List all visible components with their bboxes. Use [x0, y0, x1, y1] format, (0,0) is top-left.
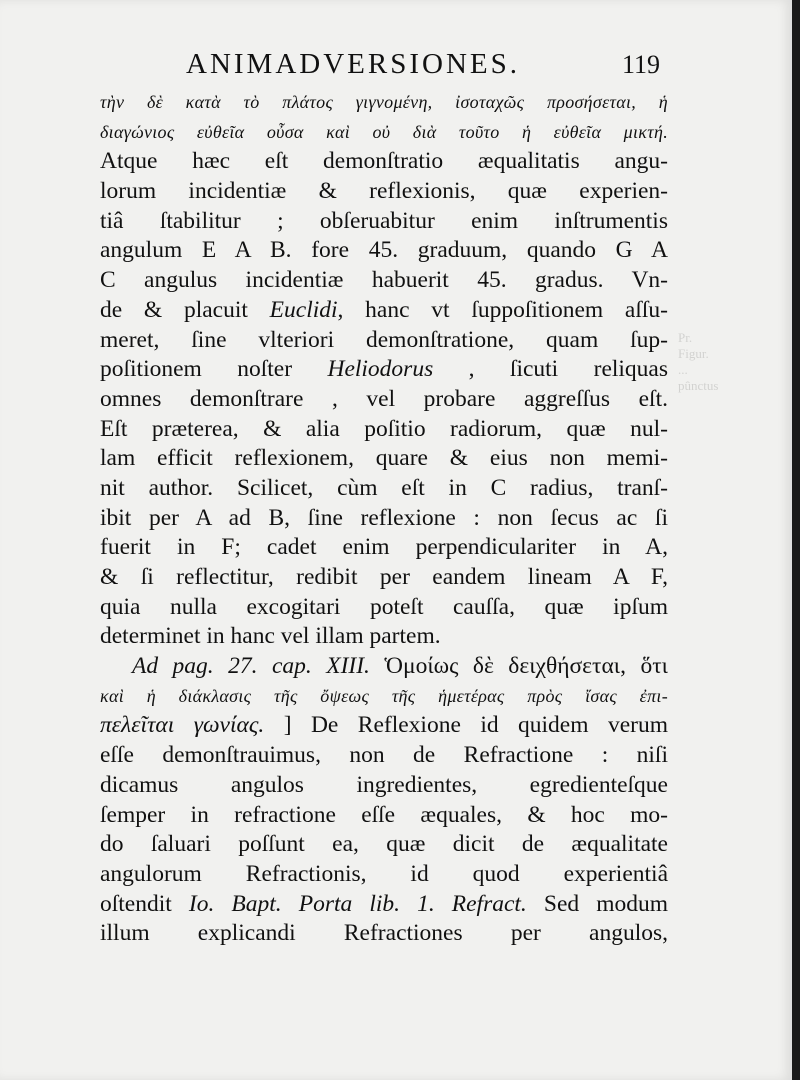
text-line — [100, 118, 668, 148]
text-line — [100, 533, 668, 563]
line-text: Ὁμοίως δὲ δειχθήσεται, ὅτι — [369, 653, 668, 680]
line-text: oſtendit — [100, 890, 189, 917]
line-text: καὶ ἡ διάκλασις τῆς ὄψεως τῆς ἡμετέρας πρὸς ἴσας ἐπι- — [100, 685, 668, 706]
text-line — [100, 830, 668, 860]
line-text: Atque hæc eſt demonſtratio æqualitatis angu- — [100, 148, 668, 175]
text-body — [100, 88, 668, 949]
italic-text: Ad pag. 27. cap. XIII. — [132, 653, 370, 680]
text-line — [100, 88, 668, 118]
text-line — [100, 711, 668, 741]
text-line — [100, 682, 668, 712]
italic-text: πελεῖται γωνίας. — [100, 712, 265, 739]
ghost-line: Figur. — [678, 346, 709, 361]
line-text: poſitionem noſter — [100, 356, 328, 383]
text-line — [100, 504, 668, 534]
line-text: quia nulla excogitari poteſt cauſſa, quæ ipſum — [100, 593, 668, 620]
line-text: τὴν δὲ κατὰ τὸ πλάτος γιγνομένη, ἰσοταχῶς προσήσεται, ἡ — [100, 92, 668, 112]
line-text: nit author. Scilicet, cùm eſt in C radius, tranſ- — [100, 474, 668, 501]
text-line — [100, 236, 668, 266]
text-line — [100, 474, 668, 504]
text-line — [100, 622, 668, 652]
italic-text: Heliodorus — [327, 356, 434, 383]
line-text: C angulus incidentiæ habuerit 45. gradus. Vn- — [100, 267, 668, 294]
running-title: ANIMADVERSIONES. — [186, 48, 520, 80]
line-text: fuerit in F; cadet enim perpendiculariter in A, — [100, 534, 668, 561]
page-header — [100, 48, 660, 84]
line-text: determinet in hanc vel illam partem. — [100, 623, 441, 650]
line-text: eſſe demonſtrauimus, non de Refractione : niſi — [100, 742, 668, 769]
line-text: illum explicandi Refractiones per angulos, — [100, 920, 668, 947]
text-line — [100, 296, 668, 326]
page-number: 119 — [621, 50, 660, 79]
text-line — [100, 355, 668, 385]
line-text: lorum incidentiæ & reflexionis, quæ experien- — [100, 178, 668, 205]
text-line — [100, 266, 668, 296]
text-line — [100, 919, 668, 949]
ghost-line: Pr. — [678, 330, 693, 345]
show-through-text — [678, 330, 788, 394]
text-line — [100, 207, 668, 237]
line-text: angulum E A B. fore 45. graduum, quando G A — [100, 237, 668, 264]
line-text: angulorum Refractionis, id quod experientiâ — [100, 860, 668, 887]
line-text: do ſaluari poſſunt ea, quæ dicit de æqualitate — [100, 831, 668, 858]
text-line — [100, 860, 668, 890]
line-text: omnes demonſtrare , vel probare aggreſſus eſt. — [100, 385, 668, 412]
line-text: tiâ ſtabilitur ; obſeruabitur enim inſtrumentis — [100, 207, 668, 234]
text-line — [100, 177, 668, 207]
italic-text: Euclidi — [269, 296, 338, 323]
text-line — [100, 801, 668, 831]
line-text: , ſicuti reliquas — [433, 356, 668, 383]
line-text: Sed modum — [526, 890, 668, 917]
line-text: lam efficit reflexionem, quare & eius non memi- — [100, 445, 668, 472]
line-text: ] De Reflexione id quidem verum — [264, 712, 668, 739]
text-line — [100, 415, 668, 445]
italic-text: Io. Bapt. Porta lib. 1. Refract. — [188, 890, 527, 917]
line-text: διαγώνιος εὐθεῖα οὖσα καὶ οὐ διὰ τοῦτο ἡ εὐθεῖα μικτή. — [100, 121, 668, 142]
line-text: ſemper in refractione eſſe æquales, & hoc mo- — [100, 801, 668, 828]
text-line — [100, 652, 668, 682]
line-text: , hanc vt ſuppoſitionem aſſu- — [337, 296, 668, 323]
text-line — [100, 444, 668, 474]
text-line — [100, 890, 668, 920]
line-text: dicamus angulos ingredientes, egredienteſque — [100, 771, 668, 798]
text-line — [100, 326, 668, 356]
ghost-line: ... — [678, 362, 688, 377]
text-line — [100, 563, 668, 593]
text-line — [100, 741, 668, 771]
text-line — [100, 147, 668, 177]
text-line — [100, 385, 668, 415]
ghost-line: pûnctus — [678, 378, 719, 393]
line-text: Eſt præterea, & alia poſitio radiorum, quæ nul- — [100, 415, 668, 442]
text-line — [100, 593, 668, 623]
text-line — [100, 771, 668, 801]
line-text: de & placuit — [100, 296, 270, 323]
line-text: & ſi reflectitur, redibit per eandem lineam A F, — [100, 564, 668, 590]
line-text: ibit per A ad B, ſine reflexione : non ſecus ac ſi — [100, 504, 668, 531]
line-text: meret, ſine vlteriori demonſtratione, quam ſup- — [100, 326, 668, 353]
